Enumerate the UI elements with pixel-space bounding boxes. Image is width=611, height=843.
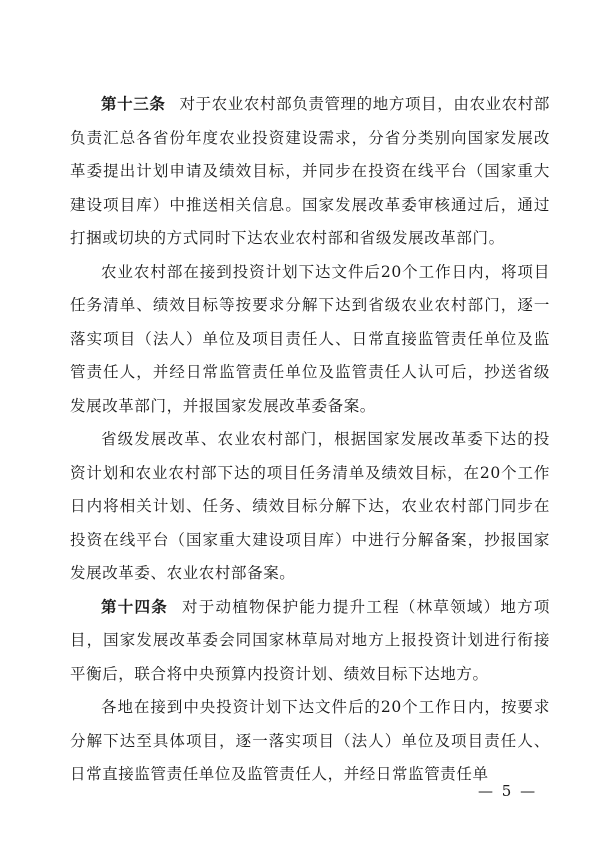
paragraph <box>70 256 550 424</box>
paragraph <box>70 691 550 792</box>
document-body <box>70 88 550 792</box>
article-number: 第十三条 <box>101 95 166 113</box>
paragraph-article-13 <box>70 88 550 256</box>
page-number: — 5 — <box>478 782 538 800</box>
paragraph-text: 对于农业农村部负责管理的地方项目，由农业农村部负责汇总各省份年度农业投资建设需求，分省分类别向国家发展改革委提出计划申请及绩效目标，并同步在投资在线平台（国家重大建设项目库）中推送相关信息。国家发展改革委审核通过后，通过打捆或切块的方式同时下达农业农村部和省级发展改革部门。 <box>70 95 550 247</box>
paragraph-text: 对于动植物保护能力提升工程（林草领域）地方项目，国家发展改革委会同国家林草局对地方上报投资计划进行衔接平衡后，联合将中央预算内投资计划、绩效目标下达地方。 <box>70 597 551 683</box>
paragraph-article-14 <box>70 591 550 692</box>
paragraph-text: 省级发展改革、农业农村部门，根据国家发展改革委下达的投资计划和农业农村部下达的项目任务清单及绩效目标，在20个工作日内将相关计划、任务、绩效目标分解下达，农业农村部门同步在投资在线平台（国家重大建设项目库）中进行分解备案，抄报国家发展改革委、农业农村部备案。 <box>70 430 550 582</box>
paragraph-text: 各地在接到中央投资计划下达文件后的20个工作日内，按要求分解下达至具体项目，逐一落实项目（法人）单位及项目责任人、日常直接监管责任单位及监管责任人，并经日常监管责任单 <box>70 698 550 783</box>
paragraph <box>70 423 550 591</box>
paragraph-text: 农业农村部在接到投资计划下达文件后20个工作日内，将项目任务清单、绩效目标等按要求分解下达到省级农业农村部门，逐一落实项目（法人）单位及项目责任人、日常直接监管责任单位及监管责任人，并经日常监管责任单位及监管责任人认可后，抄送省级发展改革部门，并报国家发展改革委备案。 <box>70 262 550 415</box>
article-number: 第十四条 <box>101 597 169 616</box>
